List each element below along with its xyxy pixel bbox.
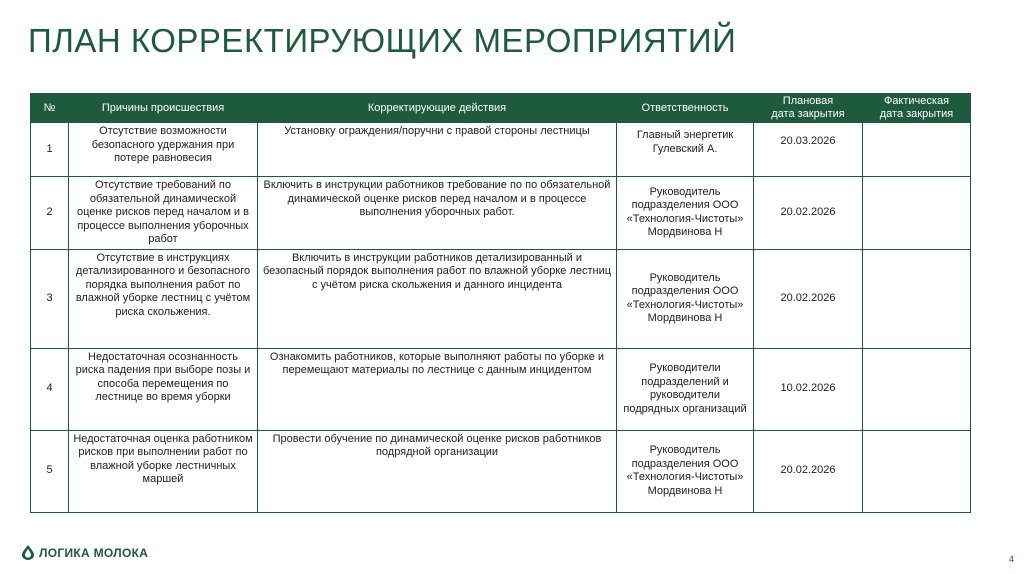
responsible-line: Руководитель bbox=[649, 444, 721, 456]
responsible-line: Мордвинова Н bbox=[647, 226, 723, 239]
row-cause: Недостаточная оценка работником рисков при выполнении работ по влажной уборке лестничных маршей bbox=[69, 430, 258, 512]
responsible-line: Руководители bbox=[649, 362, 721, 374]
header-num: № bbox=[31, 94, 69, 123]
header-actual-date bbox=[863, 94, 971, 123]
header-actual-line1: Фактическая bbox=[883, 95, 950, 107]
row-cause: Недостаточная осознанность риска падения при выборе позы и способа перемещения по лестнице во время уборки bbox=[69, 348, 258, 430]
row-action: Включить в инструкции работников детализированный и безопасный порядок выполнения работ по влажной уборке лестниц с учётом риска скольжения и данного инцидента bbox=[258, 249, 617, 348]
row-responsible bbox=[617, 177, 754, 250]
responsible-line: «Технология-Чистоты» bbox=[626, 471, 744, 483]
responsible-line: «Технология-Чистоты» bbox=[626, 212, 744, 225]
row-planned-date: 10.02.2026 bbox=[754, 348, 863, 430]
page-title: ПЛАН КОРРЕКТИРУЮЩИХ МЕРОПРИЯТИЙ bbox=[28, 22, 737, 59]
responsible-line: «Технология-Чистоты» bbox=[626, 298, 744, 311]
header-responsible: Ответственность bbox=[617, 94, 754, 123]
row-responsible bbox=[617, 348, 754, 430]
row-responsible bbox=[617, 249, 754, 348]
row-num: 4 bbox=[31, 348, 69, 430]
responsible-line: Главный энергетик bbox=[636, 129, 734, 141]
row-actual-date bbox=[863, 123, 971, 177]
row-cause: Отсутствие в инструкциях детализированного и безопасного порядка выполнения работ по влажной уборке лестниц с учётом риска скольжения. bbox=[69, 249, 258, 348]
table-row bbox=[31, 430, 971, 512]
row-num: 2 bbox=[31, 177, 69, 250]
row-planned-date: 20.02.2026 bbox=[754, 177, 863, 250]
company-logo bbox=[22, 545, 148, 560]
row-action: Включить в инструкции работников требование по по обязательной динамической оценке рисков перед началом и в процессе выполнения уборочных работ. bbox=[258, 177, 617, 250]
responsible-line: Мордвинова Н bbox=[647, 484, 723, 497]
row-action: Установку ограждения/поручни с правой стороны лестницы bbox=[258, 123, 617, 177]
table-row bbox=[31, 123, 971, 177]
row-planned-date: 20.02.2026 bbox=[754, 249, 863, 348]
row-action: Провести обучение по динамической оценке рисков работников подрядной организации bbox=[258, 430, 617, 512]
responsible-line: подразделения ООО bbox=[631, 199, 739, 212]
row-responsible bbox=[617, 430, 754, 512]
responsible-line: руководители bbox=[650, 389, 720, 401]
responsible-line: Руководитель bbox=[649, 271, 721, 284]
header-actual-line2: дата закрытия bbox=[879, 108, 954, 120]
responsible-line: Руководитель bbox=[649, 185, 721, 198]
milk-drop-icon bbox=[22, 545, 34, 560]
responsible-line: подрядных организаций bbox=[623, 402, 747, 415]
row-actual-date bbox=[863, 348, 971, 430]
header-actions: Корректирующие действия bbox=[258, 94, 617, 123]
responsible-line: подразделения ООО bbox=[631, 285, 739, 297]
header-planned-date bbox=[754, 94, 863, 123]
header-planned-line1: Плановая bbox=[782, 95, 834, 107]
corrective-actions-table bbox=[30, 93, 971, 513]
logo-text: ЛОГИКА МОЛОКА bbox=[39, 545, 149, 560]
row-action: Ознакомить работников, которые выполняют работы по уборке и перемещают материалы по лестнице с данным инцидентом bbox=[258, 348, 617, 430]
row-planned-date: 20.02.2026 bbox=[754, 430, 863, 512]
responsible-line: подразделения ООО bbox=[631, 457, 739, 470]
row-num: 5 bbox=[31, 430, 69, 512]
row-cause: Отсутствие возможности безопасного удержания при потере равновесия bbox=[69, 123, 258, 177]
header-planned-line2: дата закрытия bbox=[771, 108, 845, 120]
table-row bbox=[31, 177, 971, 250]
table-header-row bbox=[31, 94, 971, 123]
header-causes: Причины происшествия bbox=[69, 94, 258, 123]
row-responsible bbox=[617, 123, 754, 177]
page-number: 4 bbox=[1008, 554, 1014, 564]
row-cause: Отсутствие требований по обязательной динамической оценке рисков перед началом и в процессе выполнения уборочных работ bbox=[69, 177, 258, 250]
row-actual-date bbox=[863, 177, 971, 250]
table-row bbox=[31, 249, 971, 348]
responsible-line: Гулевский А. bbox=[652, 142, 718, 155]
row-planned-date: 20.03.2026 bbox=[754, 123, 863, 177]
responsible-line: подразделений и bbox=[641, 375, 729, 388]
responsible-line: Мордвинова Н bbox=[647, 312, 723, 324]
table-row bbox=[31, 348, 971, 430]
row-actual-date bbox=[863, 430, 971, 512]
row-num: 1 bbox=[31, 123, 69, 177]
row-actual-date bbox=[863, 249, 971, 348]
row-num: 3 bbox=[31, 249, 69, 348]
